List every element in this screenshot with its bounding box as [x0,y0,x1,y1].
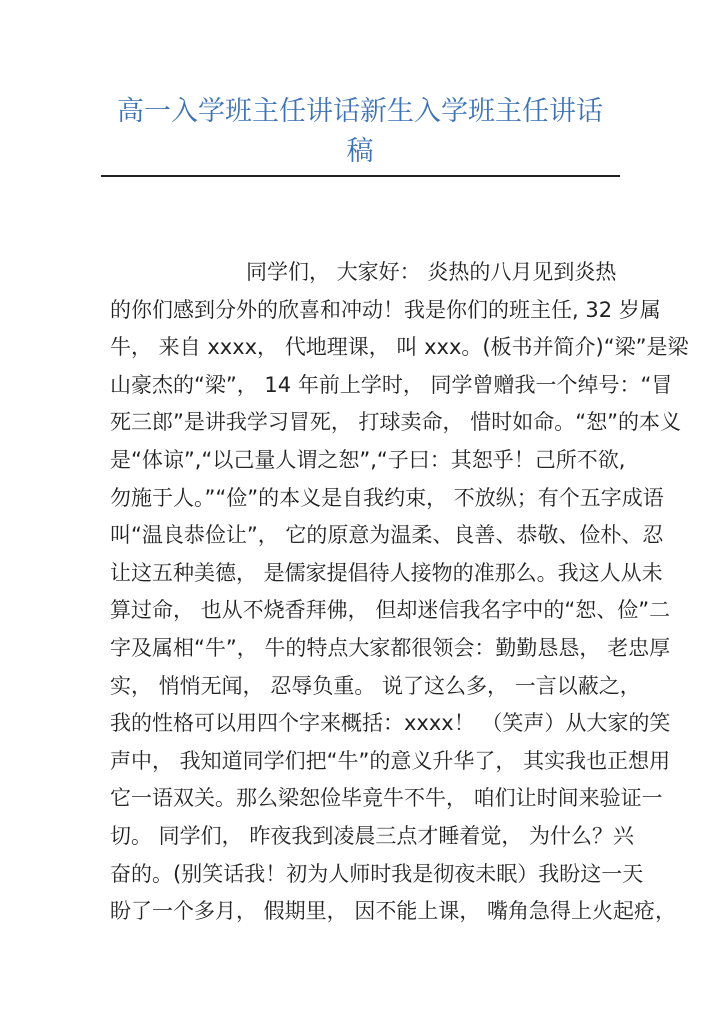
body-line: 字及属相“牛”， 牛的特点大家都很领会：勤勤恳恳， 老忠厚 [110,635,671,660]
body-line: 死三郎”是讲我学习冒死， 打球卖命， 惜时如命。“恕”的本义 [110,410,681,435]
title-divider [101,175,620,177]
body-line: 算过命， 也从不烧香拜佛， 但却迷信我名字中的“恕、俭”二 [110,598,671,623]
body-line: 切。 同学们， 昨夜我到凌晨三点才睡着觉， 为什么？兴 [110,823,635,848]
body-line: 的你们感到分外的欣喜和冲动！我是你们的班主任, 32 岁属 [110,297,661,322]
body-line: 声中， 我知道同学们把“牛”的意义升华了， 其实我也正想用 [110,748,671,773]
title-line: 高一入学班主任讲话新生入学班主任讲话 [117,96,603,127]
body-line: 它一语双关。那么梁恕俭毕竟牛不牛， 咱们让时间来验证一 [110,786,663,811]
body-line: 奋的。(别笑话我！初为人师时我是彻夜未眠）我盼这一天 [110,861,644,886]
title-line: 稿 [346,136,374,167]
body-line: 让这五种美德， 是儒家提倡待人接物的准那么。我这人从未 [110,560,663,585]
body-line: 我的性格可以用四个字来概括：xxxx！ （笑声）从大家的笑 [110,711,671,736]
document-body [110,254,689,931]
body-line: 山豪杰的“梁”， 14 年前上学时， 同学曾赠我一个绰号：“冒 [110,372,673,397]
body-line: 是“体谅”,“以己量人谓之恕”,“子曰：其恕乎！己所不欲, [110,447,626,472]
body-line: 勿施于人。”“俭”的本义是自我约束， 不放纵；有个五字成语 [110,485,664,510]
document-title [100,92,620,172]
body-line: 盼了一个多月， 假期里， 因不能上课， 嘴角急得上火起疮， [110,899,677,924]
body-line: 牛， 来自 xxxx， 代地理课， 叫 xxx。(板书并简介)“梁”是梁 [110,335,689,360]
body-line: 实， 悄悄无闻， 忍辱负重。 说了这么多， 一言以蔽之， [110,673,641,698]
body-line: 同学们， 大家好： 炎热的八月见到炎热 [246,260,617,284]
body-line: 叫“温良恭俭让”， 它的原意为温柔、良善、恭敬、俭朴、忍 [110,523,664,548]
